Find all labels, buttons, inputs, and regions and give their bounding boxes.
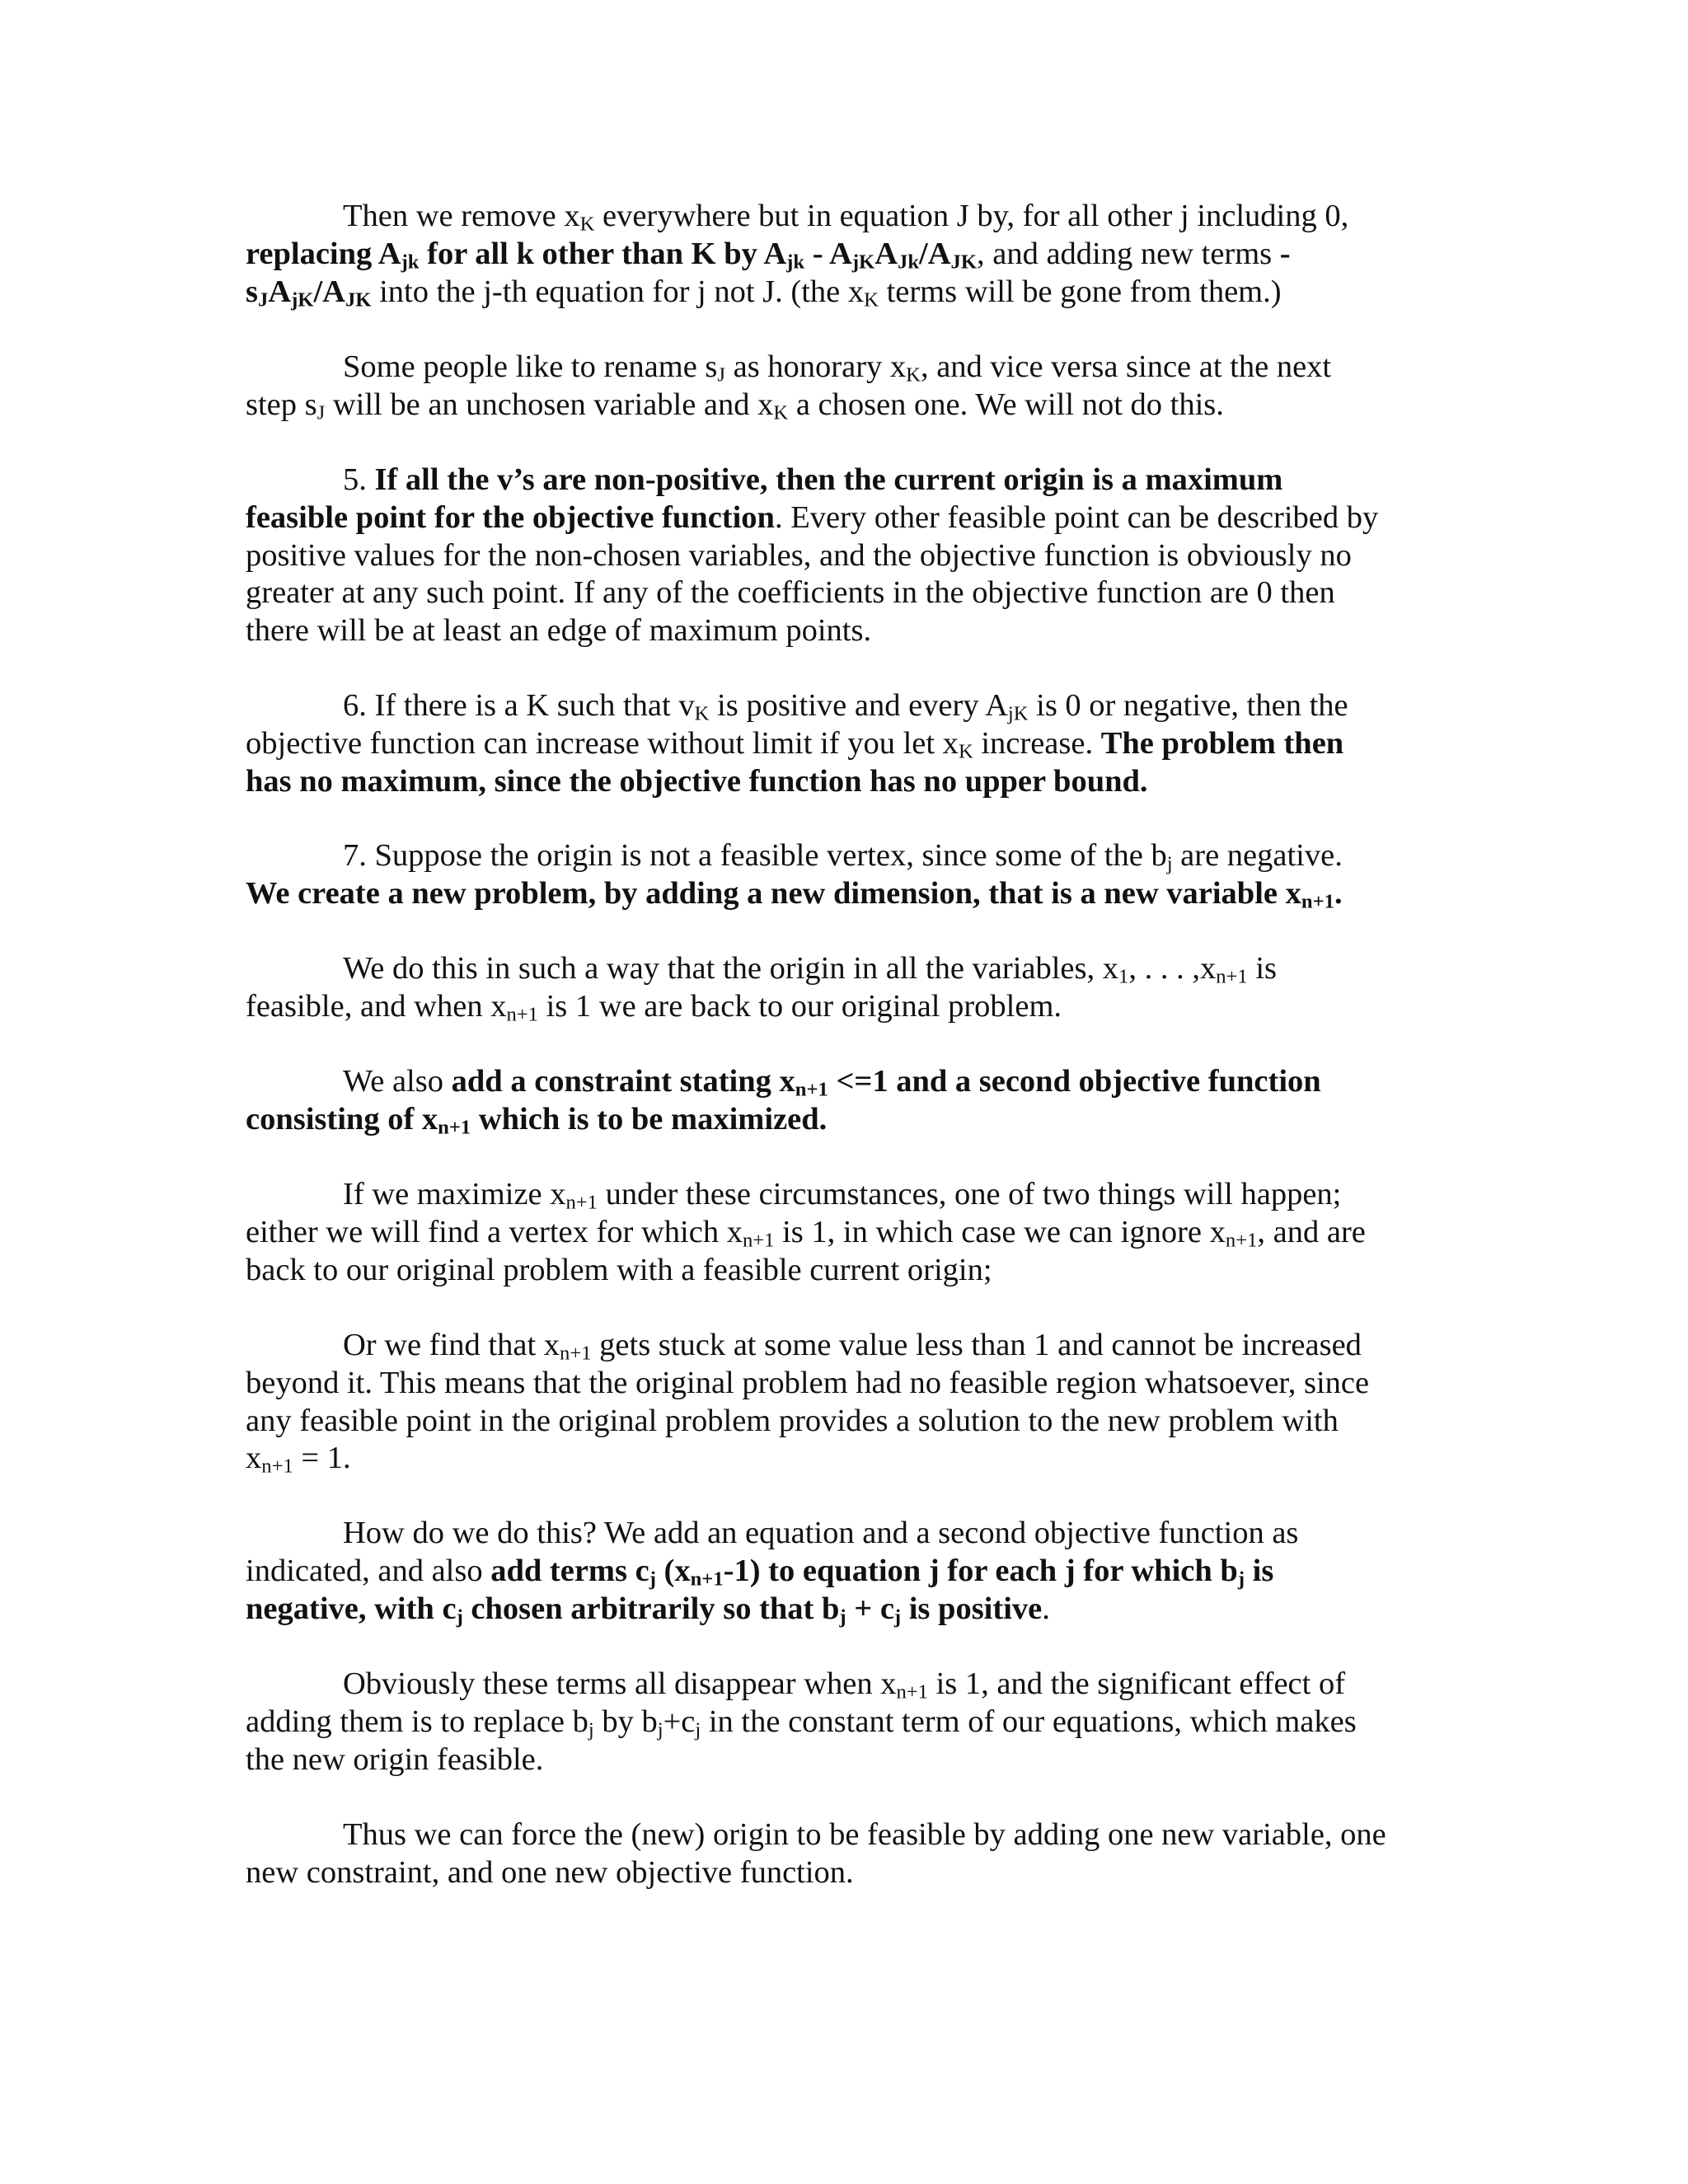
text-run: as honorary x: [724, 349, 907, 384]
text-line: [246, 574, 1441, 612]
subscript-run: J: [316, 401, 326, 424]
text-run: new constraint, and one new objective function.: [246, 1854, 854, 1890]
subscript-run: J: [717, 363, 725, 387]
text-line: [246, 1704, 1441, 1741]
text-line: [246, 462, 1441, 499]
subscript-run: j: [1166, 852, 1173, 875]
text-run: We create a new problem, by adding a new dimension, that is a new variable x: [246, 875, 1301, 911]
subscript-run: n+1: [795, 1078, 828, 1101]
text-run: feasible point for the objective function: [246, 499, 775, 535]
text-run: back to our original problem with a feasible current origin;: [246, 1252, 992, 1287]
text-run: Obviously these terms all disappear when x: [343, 1666, 897, 1701]
subscript-run: j: [649, 1568, 656, 1591]
text-run: .: [1042, 1591, 1050, 1626]
text-line: [246, 1666, 1441, 1704]
subscript-run: jK: [291, 288, 314, 311]
text-line: [246, 1176, 1441, 1214]
text-run: under these circumstances, one of two things will happen;: [597, 1177, 1342, 1212]
text-run: We also: [343, 1064, 452, 1099]
text-line: [246, 1741, 1441, 1779]
text-run: greater at any such point. If any of the coefficients in the objective function are 0 then: [246, 575, 1335, 611]
text-line: [246, 725, 1441, 763]
subscript-run: 1: [1118, 965, 1129, 988]
text-run: is 1, in which case we can ignore x: [774, 1214, 1226, 1249]
paragraph-2: [246, 349, 1441, 424]
text-run: , and are: [1257, 1214, 1366, 1249]
subscript-run: n+1: [690, 1568, 724, 1591]
text-run: positive values for the non-chosen variables, and the objective function is obviously no: [246, 537, 1352, 573]
text-run: feasible, and when x: [246, 988, 507, 1024]
paragraph-7: [246, 1063, 1441, 1139]
text-run: has no maximum, since the objective function has no upper bound.: [246, 763, 1148, 799]
paragraph-9: [246, 1327, 1441, 1478]
text-line: [246, 1854, 1441, 1892]
text-line: [246, 612, 1441, 650]
subscript-run: n+1: [742, 1229, 775, 1252]
text-run: = 1.: [293, 1441, 351, 1476]
text-run: beyond it. This means that the original problem had no feasible region whatsoever, since: [246, 1365, 1370, 1400]
text-run: x: [246, 1441, 262, 1476]
text-run: 7. Suppose the origin is not a feasible vertex, since some of the b: [343, 838, 1167, 873]
text-line: [246, 763, 1441, 801]
text-run: gets stuck at some value less than 1 and cannot be increased: [591, 1328, 1362, 1362]
text-run: A: [874, 236, 898, 271]
text-run: in the constant term of our equations, which makes: [701, 1704, 1357, 1739]
text-run: /A: [919, 236, 951, 271]
text-run: either we will find a vertex for which x: [246, 1214, 743, 1249]
text-run: any feasible point in the original problem provides a solution to the new problem with: [246, 1403, 1339, 1438]
text-run: (x: [655, 1553, 691, 1588]
subscript-run: n+1: [506, 1003, 538, 1026]
text-run: 5.: [343, 462, 375, 497]
text-run: by b: [593, 1704, 658, 1739]
subscript-run: K: [864, 288, 879, 311]
subscript-run: jk: [786, 251, 805, 274]
text-line: [246, 1327, 1441, 1365]
text-line: [246, 1214, 1441, 1252]
text-run: consisting of x: [246, 1101, 438, 1137]
text-line: [246, 1591, 1441, 1629]
text-run: adding them is to replace b: [246, 1704, 588, 1739]
subscript-run: n+1: [261, 1455, 293, 1478]
text-run: a chosen one. We will not do this.: [788, 387, 1224, 422]
text-run: + c: [846, 1591, 894, 1626]
subscript-run: jk: [401, 251, 420, 274]
text-run: 6. If there is a K such that v: [343, 688, 695, 723]
paragraph-12: [246, 1816, 1441, 1892]
text-line: [246, 950, 1441, 988]
text-line: [246, 1365, 1441, 1403]
text-run: . Every other feasible point can be described by: [774, 499, 1379, 535]
text-run: add terms c: [490, 1553, 649, 1588]
subscript-run: n+1: [896, 1680, 928, 1704]
paragraph-6: [246, 950, 1441, 1026]
subscript-run: J: [257, 288, 269, 311]
text-line: [246, 875, 1441, 913]
subscript-run: jK: [851, 251, 875, 274]
text-run: for all k other than K by A: [419, 236, 787, 271]
text-line: [246, 1553, 1441, 1591]
subscript-run: n+1: [560, 1342, 592, 1365]
text-line: [246, 837, 1441, 875]
text-run: If we maximize x: [343, 1177, 566, 1212]
text-line: [246, 1515, 1441, 1553]
text-run: , and vice versa since at the next: [920, 349, 1332, 384]
text-run: indicated, and also: [246, 1553, 491, 1588]
text-run: everywhere but in equation J by, for all other j including 0,: [594, 199, 1349, 233]
text-run: s: [246, 274, 258, 309]
subscript-run: j: [695, 1718, 701, 1741]
paragraph-5: [246, 837, 1441, 913]
text-run: The problem then: [1100, 725, 1344, 761]
paragraph-11: [246, 1666, 1441, 1779]
subscript-run: jK: [1007, 702, 1029, 725]
text-run: will be an unchosen variable and x: [325, 387, 774, 422]
text-run: -1) to equation j for each j for which b: [723, 1553, 1238, 1588]
text-run: We do this in such a way that the origin in all the variables, x: [343, 951, 1118, 986]
subscript-run: K: [958, 740, 973, 763]
text-line: [246, 1252, 1441, 1290]
subscript-run: JK: [950, 251, 977, 274]
text-line: [246, 687, 1441, 725]
text-run: <=1 and a second objective function: [828, 1064, 1321, 1099]
text-run: Or we find that x: [343, 1328, 560, 1362]
subscript-run: n+1: [438, 1116, 471, 1139]
text-run: terms will be gone from them.): [878, 274, 1282, 309]
text-run: , . . . ,x: [1128, 951, 1217, 986]
text-run: into the j-th equation for j not J. (the x: [371, 274, 865, 309]
text-line: [246, 349, 1441, 387]
text-run: increase.: [973, 725, 1101, 761]
text-run: Some people like to rename s: [343, 349, 718, 384]
text-run: /A: [313, 274, 345, 309]
text-run: chosen arbitrarily so that b: [462, 1591, 840, 1626]
text-run: which is to be maximized.: [471, 1101, 828, 1137]
text-run: Thus we can force the (new) origin to be feasible by adding one new variable, one: [343, 1817, 1386, 1852]
subscript-run: j: [657, 1718, 663, 1741]
text-line: [246, 274, 1441, 312]
text-line: [246, 1063, 1441, 1101]
subscript-run: K: [694, 702, 710, 725]
text-run: +c: [663, 1704, 696, 1739]
subscript-run: n+1: [1301, 890, 1334, 913]
text-line: [246, 988, 1441, 1026]
subscript-run: K: [579, 213, 595, 236]
text-run: is 1 we are back to our original problem.: [537, 988, 1062, 1024]
subscript-run: K: [906, 363, 921, 387]
paragraph-4: [246, 687, 1441, 800]
text-run: .: [1334, 875, 1343, 911]
text-run: is 1, and the significant effect of: [927, 1666, 1346, 1701]
text-run: objective function can increase without limit if you let x: [246, 725, 959, 761]
text-line: [246, 499, 1441, 537]
text-line: [246, 1403, 1441, 1441]
text-run: is 0 or negative, then the: [1028, 688, 1348, 723]
text-run: there will be at least an edge of maximum points.: [246, 613, 872, 649]
subscript-run: JK: [345, 288, 372, 311]
text-line: [246, 1440, 1441, 1478]
text-run: How do we do this? We add an equation and a second objective function as: [343, 1516, 1299, 1550]
text-run: add a constraint stating x: [451, 1064, 795, 1099]
text-run: the new origin feasible.: [246, 1741, 544, 1777]
text-run: is positive and every A: [709, 688, 1008, 723]
text-line: [246, 198, 1441, 236]
text-run: is: [1247, 951, 1278, 986]
text-run: Then we remove x: [343, 199, 580, 233]
text-run: are negative.: [1172, 838, 1343, 873]
subscript-run: j: [1237, 1568, 1245, 1591]
paragraph-3: [246, 462, 1441, 650]
subscript-run: K: [773, 401, 789, 424]
subscript-run: j: [456, 1605, 463, 1628]
text-run: A: [268, 274, 292, 309]
paragraph-10: [246, 1515, 1441, 1628]
text-line: [246, 1101, 1441, 1139]
text-line: [246, 1816, 1441, 1854]
subscript-run: n+1: [1225, 1229, 1258, 1252]
text-line: [246, 537, 1441, 575]
text-run: -: [1279, 236, 1291, 271]
text-run: negative, with c: [246, 1591, 457, 1626]
subscript-run: n+1: [1216, 965, 1248, 988]
text-run: - A: [804, 236, 852, 271]
subscript-run: j: [588, 1718, 594, 1741]
paragraph-1: [246, 198, 1441, 311]
text-line: [246, 236, 1441, 274]
subscript-run: j: [839, 1605, 846, 1628]
subscript-run: Jk: [898, 251, 920, 274]
text-run: replacing A: [246, 236, 401, 271]
text-run: is positive: [901, 1591, 1043, 1626]
text-run: , and adding new terms: [976, 236, 1280, 271]
text-run: is: [1245, 1553, 1274, 1588]
text-run: If all the v’s are non-positive, then the current origin is a maximum: [374, 462, 1283, 497]
text-run: step s: [246, 387, 317, 422]
text-line: [246, 387, 1441, 424]
subscript-run: j: [893, 1605, 902, 1628]
paragraph-8: [246, 1176, 1441, 1289]
subscript-run: n+1: [565, 1191, 598, 1214]
